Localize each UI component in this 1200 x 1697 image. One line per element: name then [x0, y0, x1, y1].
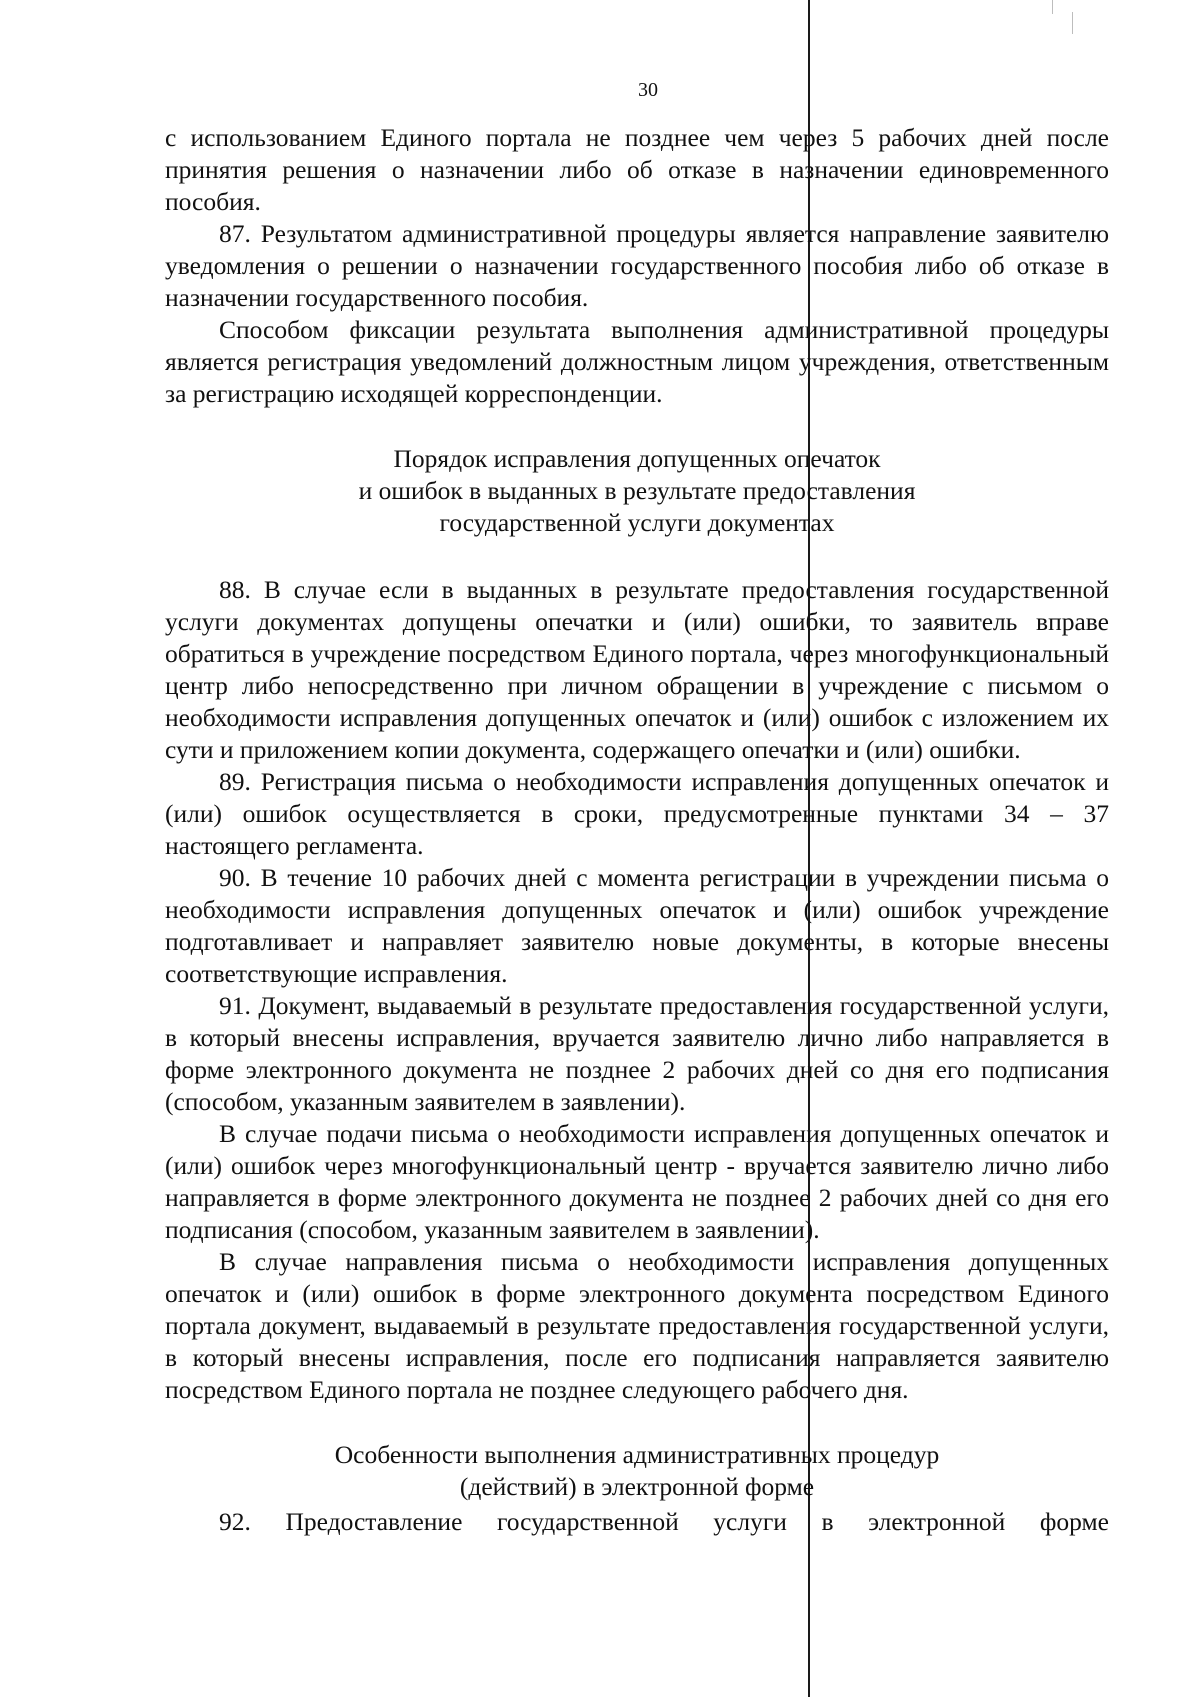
paragraph-mfc-case: В случае подачи письма о необходимости исправления допущенных опечаток и (или) ошибок через многофункциональный центр - вручается заявителю лично либо направляется в форме электронного документа не позднее 2 рабочих дней со дня его подписания (способом, указанным заявителем в заявлении). — [165, 1119, 1109, 1244]
heading-line: Особенности выполнения административных процедур — [334, 1440, 940, 1469]
paragraph-90: 90. В течение 10 рабочих дней с момента регистрации в учреждении письма о необходимости исправления допущенных опечаток и (или) ошибок учреждение подготавливает и направляет заявителю новые документы, в которые внесены соответствующие исправления. — [165, 863, 1109, 988]
heading-line: (действий) в электронной форме — [459, 1472, 815, 1501]
paragraph-91: 91. Документ, выдаваемый в результате предоставления государственной услуги, в который внесены исправления, вручается заявителю лично либо направляется в форме электронного документа не позднее 2 рабочих дней со дня его подписания (способом, указанным заявителем в заявлении). — [165, 991, 1109, 1116]
scan-edge-mark — [1072, 12, 1073, 34]
section-heading-electronic — [165, 1439, 1109, 1503]
heading-line: и ошибок в выданных в результате предоставления — [358, 476, 916, 505]
paragraph-89: 89. Регистрация письма о необходимости исправления допущенных опечаток и (или) ошибок осуществляется в сроки, предусмотренные пунктами 34 – 37 настоящего регламента. — [165, 767, 1109, 860]
paragraph-88: 88. В случае если в выданных в результате предоставления государственной услуги документах допущены опечатки и (или) ошибки, то заявитель вправе обратиться в учреждение посредством Единого портала, через многофункциональный центр либо непосредственно при личном обращении в учреждение с письмом о необходимости исправления допущенных опечаток и (или) ошибок с изложением их сути и приложением копии документа, содержащего опечатки и (или) ошибки. — [165, 575, 1109, 764]
heading-line: государственной услуги документах — [439, 508, 835, 537]
document-body — [165, 122, 1109, 1538]
scan-edge-mark — [1052, 0, 1053, 14]
paragraph-continuation: с использованием Единого портала не позднее чем через 5 рабочих дней после принятия решения о назначении либо об отказе в назначении единовременного пособия. — [165, 123, 1109, 216]
paragraph-92: 92. Предоставление государственной услуги в электронной форме — [219, 1507, 1109, 1536]
heading-line: Порядок исправления допущенных опечаток — [393, 444, 881, 473]
paragraph-87: 87. Результатом административной процедуры является направление заявителю уведомления о решении о назначении государственного пособия либо об отказе в назначении государственного пособия. — [165, 219, 1109, 312]
paragraph-electronic-case: В случае направления письма о необходимости исправления допущенных опечаток и (или) ошибок в форме электронного документа посредством Единого портала документ, выдаваемый в результате предоставления государственной услуги, в который внесены исправления, после его подписания направляется заявителю посредством Единого портала не позднее следующего рабочего дня. — [165, 1247, 1109, 1404]
paragraph-fixation-method: Способом фиксации результата выполнения административной процедуры является регистрация уведомлений должностным лицом учреждения, ответственным за регистрацию исходящей корреспонденции. — [165, 315, 1109, 408]
page-number: 30 — [638, 79, 658, 101]
section-heading-corrections — [165, 443, 1109, 539]
